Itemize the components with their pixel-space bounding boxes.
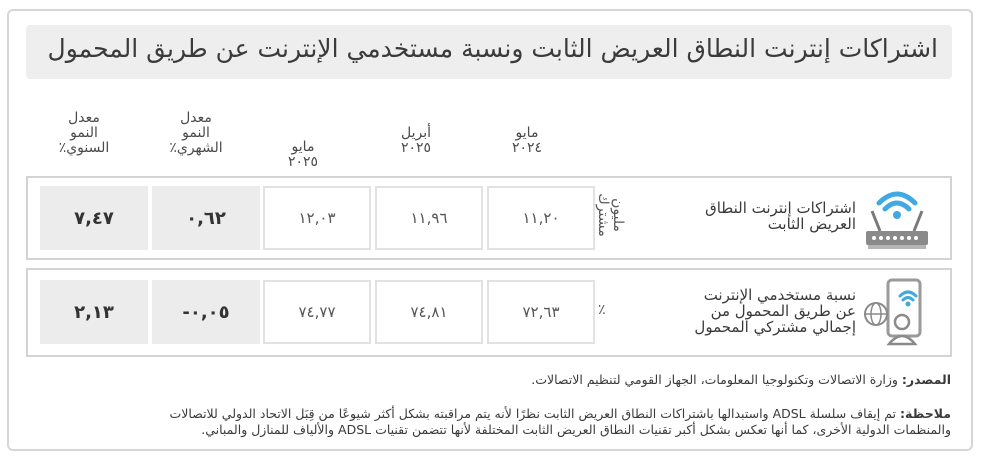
title-bar [26,25,952,79]
header-apr-2025 [376,126,456,156]
may-2024-value: ٧٢,٦٣ [487,280,595,344]
remark-line: والمنظمات الدولية الأخرى، كما أنها تعكس بشكل أكبر تقنيات النطاق العريض الثابت المختلفة لأنها تتضمن تقنيات ADSL والألياف للمنازل والمباني. [201,422,951,437]
mobile-user-globe-icon [862,276,932,352]
page-title: اشتراكات إنترنت النطاق العريض الثابت ونسبة مستخدمي الإنترنت عن طريق المحمول [47,34,938,63]
annual-growth-value: ٧,٤٧ [40,186,148,250]
annual-growth-value: ٢,١٣ [40,280,148,344]
apr-2025-value: ٧٤,٨١ [375,280,483,344]
remark-line: تم إيقاف سلسلة ADSL واستبدالها باشتراكات النطاق العريض الثابت نظرًا لأنه يتم مراقبته بشكل أكثر شيوعًا من قِبَل الاتحاد الدولي للاتصالات [169,406,897,421]
header-line: معدل [180,110,212,126]
unit-line: مليون [610,198,626,232]
row-label [656,200,856,232]
may-2025-value: ٧٤,٧٧ [263,280,371,344]
header-monthly-growth [151,111,241,156]
label-line: عن طريق المحمول من [710,302,856,320]
header-line: معدل [68,110,100,126]
header-year: ٢٠٢٥ [400,140,432,156]
monthly-growth-value: ٠,٦٢ [152,186,260,250]
row-unit [595,185,625,245]
remark-label: ملاحظة: [900,406,951,421]
source-label: المصدر: [901,372,951,387]
header-may-2024 [487,126,567,156]
header-year: ٢٠٢٤ [511,140,543,156]
wifi-router-icon [862,181,932,257]
header-may-2025 [263,140,343,170]
header-month: أبريل [400,125,431,141]
header-line: الشهري٪ [169,140,223,156]
source-text: وزارة الاتصالات وتكنولوجيا المعلومات، الجهاز القومي لتنظيم الاتصالات. [531,372,898,387]
label-line: العريض الثابت [767,215,856,233]
header-month: مايو [291,139,315,155]
label-line: اشتراكات إنترنت النطاق [705,199,856,217]
label-line: نسبة مستخدمي الإنترنت [703,286,856,304]
source-note [51,372,951,388]
unit-line: مشترك [595,193,611,237]
label-line: إجمالي مشتركي المحمول [694,318,856,336]
row-label [636,287,856,335]
remark-note [31,406,951,438]
header-year: ٢٠٢٥ [287,154,319,170]
row-unit [598,302,606,318]
may-2025-value: ١٢,٠٣ [263,186,371,250]
header-line: السنوي٪ [58,140,110,156]
header-month: مايو [515,125,539,141]
unit-line: ٪ [598,302,606,318]
header-line: النمو [182,125,210,141]
apr-2025-value: ١١,٩٦ [375,186,483,250]
may-2024-value: ١١,٢٠ [487,186,595,250]
header-line: النمو [70,125,98,141]
monthly-growth-value: -٠,٠٥ [152,280,260,344]
header-annual-growth [39,111,129,156]
